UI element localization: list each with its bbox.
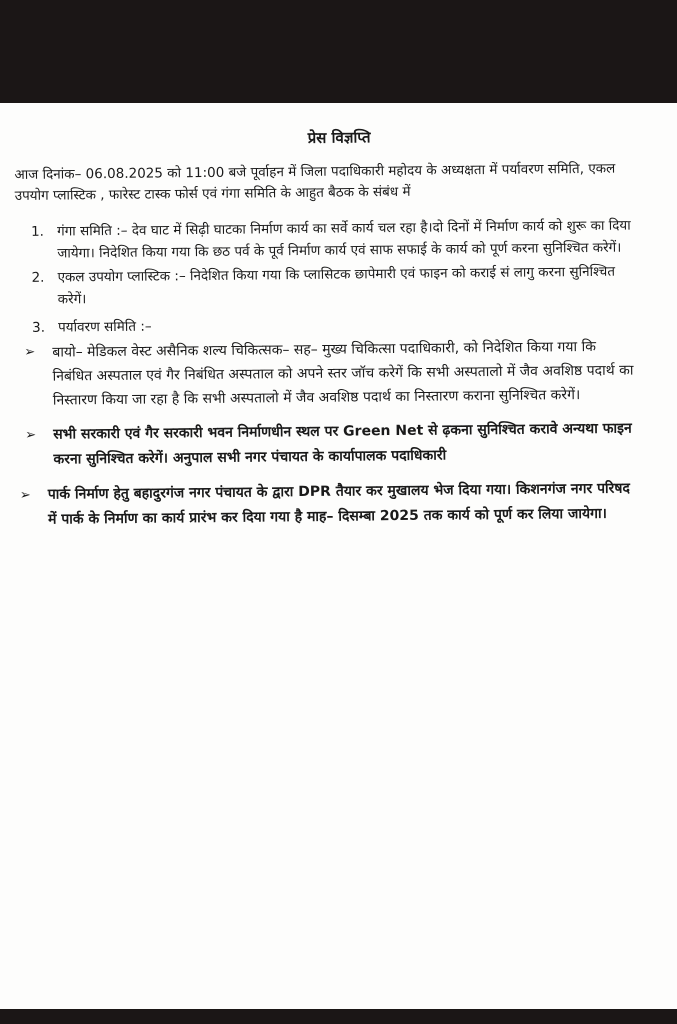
- numbered-item-2: [15, 261, 635, 311]
- bullet-item-1: [16, 334, 637, 412]
- arrowhead-icon: ➢: [24, 344, 36, 360]
- item-text: एकल उपयोग प्लास्टिक :– निदेशित किया गया कि प्लासिटक छापेमारी एवं फाइन को कराई सं लागु करना सुनिश्चित करेगें।: [57, 263, 616, 308]
- bullet-item-2: [17, 416, 637, 472]
- bullet-text: सभी सरकारी एवं गैर सरकारी भवन निर्माणधीन स्थल पर Green Net से ढ़कना सुनिश्चित करावे अन्यथा फाइन करना सुनिश्चित करेगें। अनुपाल सभी नगर पंचायत के कार्यापालक पदाधिकारी: [53, 420, 632, 468]
- bullet-item-3: [18, 476, 638, 532]
- item-number: 3.: [31, 319, 46, 336]
- item-text: गंगा समिति :– देव घाट में सिढ़ी घाटका निर्माण कार्य का सर्वे कार्य चल रहा है।दो दिनों में निर्माण कार्य को शुरू का दिया जायेगा। निदेशित किया गया कि छठ पर्व के पूर्व निर्माण कार्य एवं साफ सफाई के कार्य को पूर्ण करना सुनिश्चित करेगें।: [56, 217, 631, 262]
- item-text: पर्यावरण समिति :–: [57, 318, 152, 336]
- document-page: [0, 103, 677, 1009]
- arrowhead-icon: ➢: [25, 427, 37, 443]
- bullet-text: पार्क निर्माण हेतु बहादुरगंज नगर पंचायत के द्वारा DPR तैयार कर मुखालय भेज दिया गया। किशनगंज नगर परिषद में पार्क के निर्माण का कार्य प्रारंभ कर दिया गया है माह– दिसम्बा 2025 तक कार्य को पूर्ण कर लिया जायेगा।: [47, 480, 630, 528]
- bullet-text: बायो– मेडिकल वेस्ट असैनिक शल्य चिकित्सक– सह– मुख्य चिकित्सा पदाधिकारी, को निदेशित किया गया कि निबंधित अस्पताल एवं गैर निबंधित अस्पताल को अपने स्तर जॉच करेगें कि सभी अस्पतालो में जैव अवशिष्ठ पदार्थ का निस्तारण किया जा रहा है कि सभी अस्पतालो में जैव अवशिष्ठ पदार्थ का निस्तारण कराना सुनिश्चित करेगें।: [52, 338, 634, 409]
- bottom-dark-band: [0, 1009, 677, 1024]
- item-number: 1.: [30, 223, 45, 240]
- top-dark-band: [0, 0, 677, 103]
- numbered-item-1: [15, 215, 635, 265]
- press-release: [14, 125, 638, 539]
- intro-paragraph: आज दिनांक– 06.08.2025 को 11:00 बजे पूर्वाहन में जिला पदाधिकारी महोदय के अध्यक्षता में पर्यावरण समिति, एकल उपयोग प्लास्टिक , फारेस्ट टास्क फोर्स एवं गंगा समिति के आहुत बैठक के संबंध में: [14, 160, 616, 204]
- arrowhead-icon: ➢: [19, 487, 31, 503]
- item-number: 2.: [31, 269, 45, 286]
- page-title: प्रेस विज्ञप्ति: [307, 128, 371, 147]
